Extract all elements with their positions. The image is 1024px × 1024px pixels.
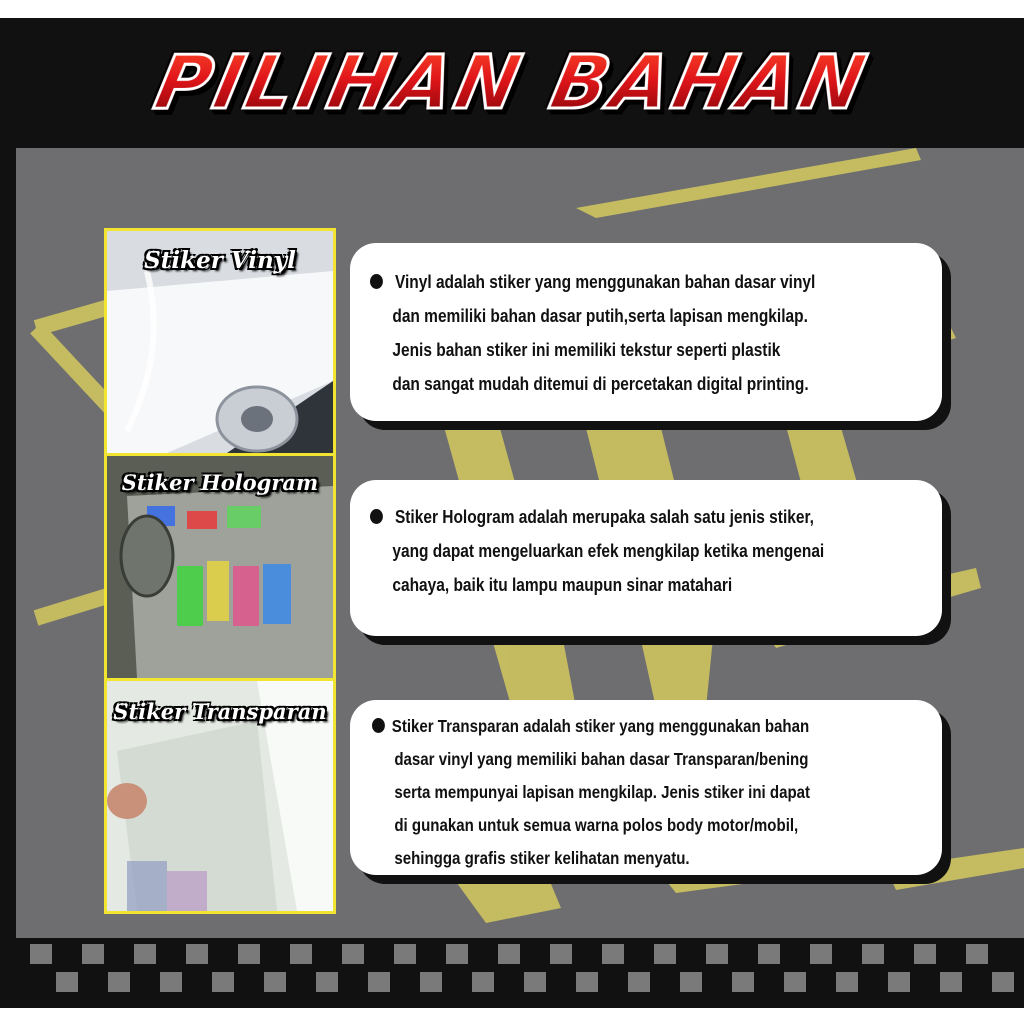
page-title: [0, 38, 1024, 128]
vinyl-description-card: [350, 243, 942, 421]
checker-strip: [16, 938, 1024, 1008]
top-white-border: [0, 0, 1024, 18]
card-line: dan sangat mudah ditemui di percetakan digital printing.: [392, 374, 809, 394]
vinyl-image: [107, 231, 333, 456]
card-line: yang dapat mengeluarkan efek mengkilap ketika mengenai: [392, 541, 825, 561]
bullet-icon: [372, 718, 385, 733]
hologram-description-card: [350, 480, 942, 636]
title-text: PILIHAN BAHAN: [147, 40, 877, 126]
bullet-icon: [370, 509, 383, 524]
material-image-column: [104, 228, 336, 914]
card-line: di gunakan untuk semua warna polos body motor/mobil,: [394, 815, 799, 835]
card-line: cahaya, baik itu lampu maupun sinar matahari: [392, 575, 733, 595]
card-line: Jenis bahan stiker ini memiliki tekstur seperti plastik: [392, 340, 781, 360]
card-line: sehingga grafis stiker kelihatan menyatu.: [394, 848, 690, 868]
card-line: serta mempunyai lapisan mengkilap. Jenis stiker ini dapat: [394, 782, 811, 802]
hologram-image: [107, 456, 333, 681]
card-line: dan memiliki bahan dasar putih,serta lapisan mengkilap.: [392, 306, 808, 326]
card-line: Stiker Transparan adalah stiker yang menggunakan bahan: [372, 710, 836, 743]
transparan-description-card: [350, 700, 942, 875]
card-line: Stiker Hologram adalah merupaka salah satu jenis stiker,: [370, 500, 836, 534]
transparan-image: [107, 681, 333, 911]
bullet-icon: [370, 274, 383, 289]
vinyl-label: Stiker Vinyl: [144, 247, 296, 274]
card-line: Vinyl adalah stiker yang menggunakan bahan dasar vinyl: [370, 265, 836, 299]
card-line: dasar vinyl yang memiliki bahan dasar Transparan/bening: [394, 749, 809, 769]
hologram-label: Stiker Hologram: [121, 470, 319, 495]
transparan-label: Stiker Transparan: [113, 699, 327, 724]
bottom-white-border: [0, 1008, 1024, 1024]
